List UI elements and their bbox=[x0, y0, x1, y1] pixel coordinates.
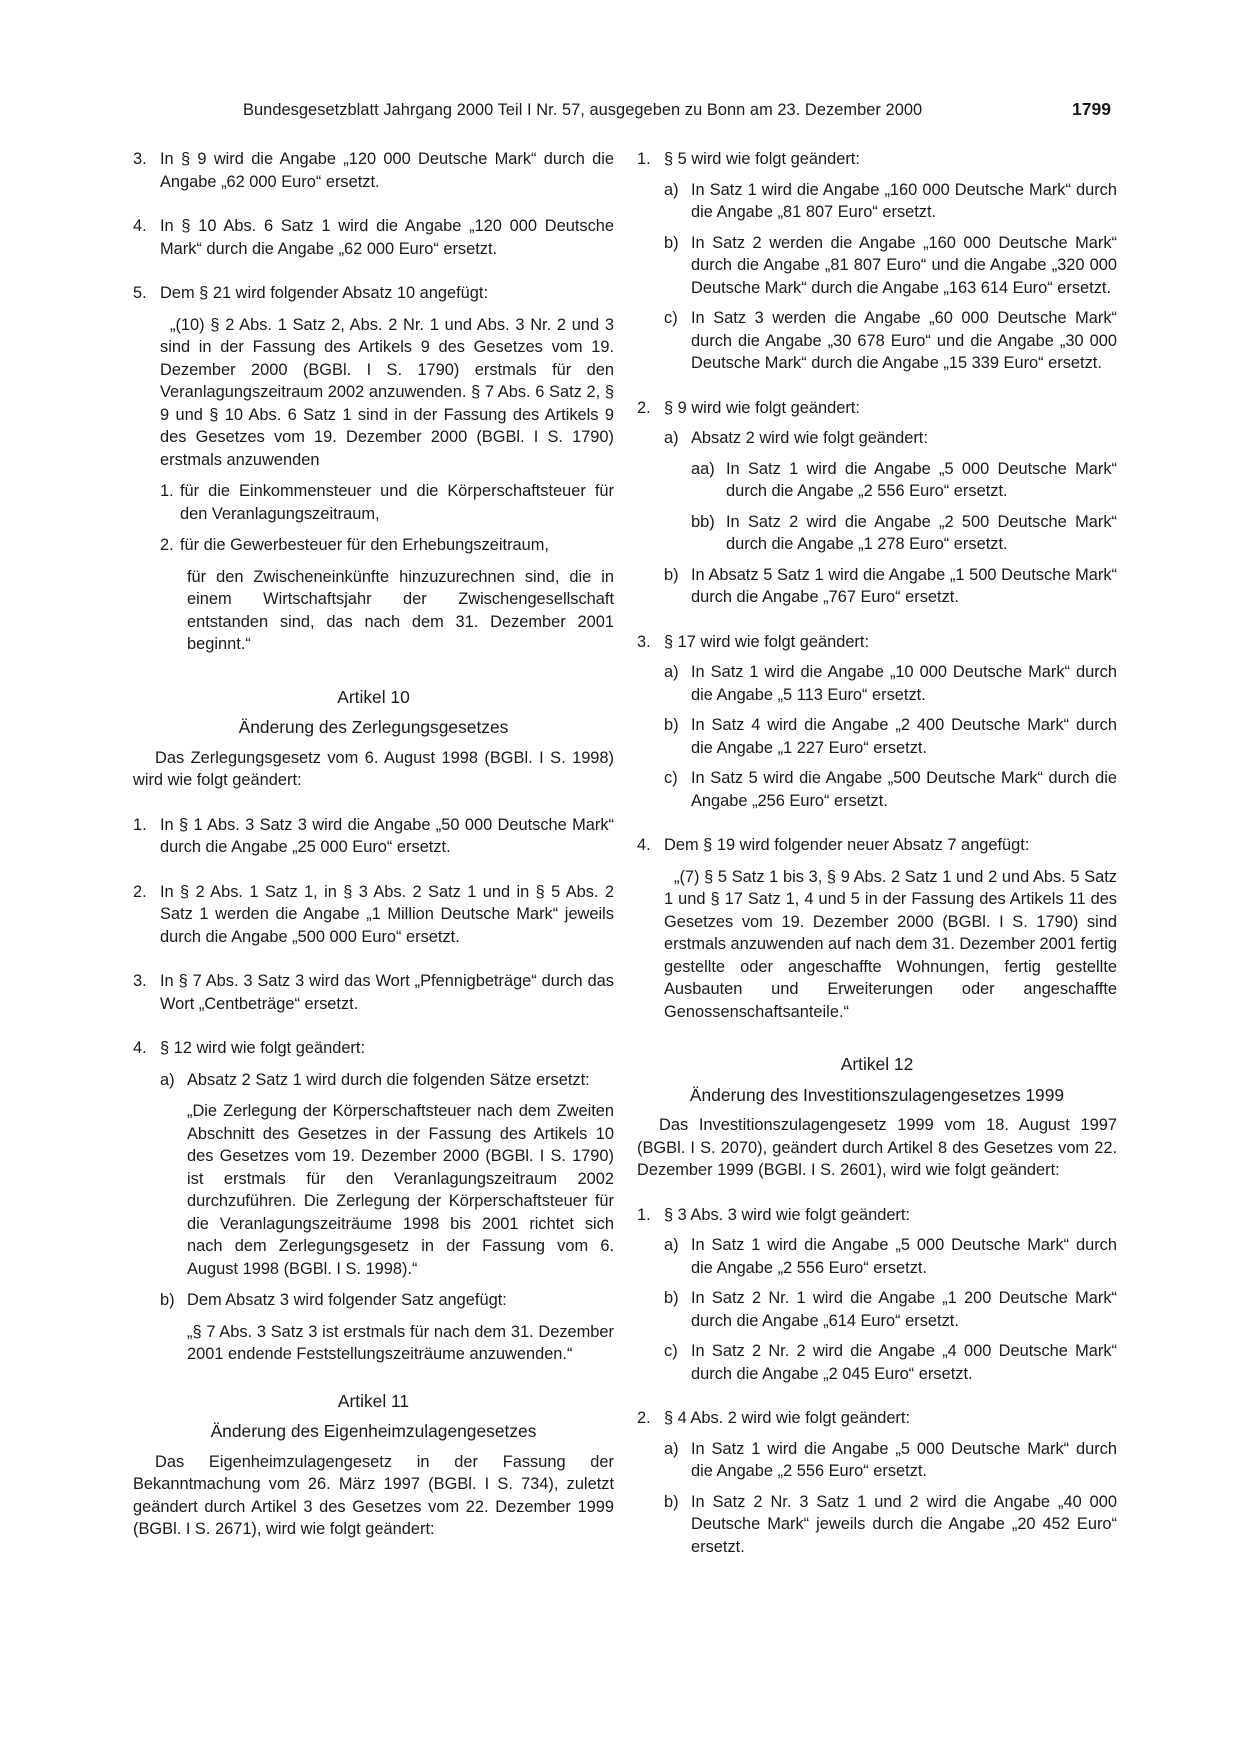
item-letter: b) bbox=[664, 1492, 679, 1511]
item-number: 3. bbox=[133, 150, 147, 168]
list-item bbox=[160, 534, 614, 557]
list-subitem bbox=[664, 661, 1117, 706]
item-text: § 5 wird wie folgt geändert: bbox=[664, 150, 860, 168]
item-letter: b) bbox=[664, 716, 679, 734]
item-number: 1. bbox=[637, 1205, 651, 1224]
right-column bbox=[637, 148, 1117, 1558]
quoted-paragraph: „§ 7 Abs. 3 Satz 3 ist erstmals für nach dem 31. Dezember 2001 endende Feststellungszeiträume anzuwenden.“ bbox=[187, 1322, 614, 1363]
quoted-paragraph: „Die Zerlegung der Körperschaftsteuer nach dem Zweiten Abschnitt des Gesetzes in der Fassung des Artikels 10 des Gesetzes vom 19. Dezember 2000 (BGBl. I S. 1790) ist erstmals für den Veranlagungszeitraum 2002 durchzuführen. Die Zerlegung der Körperschaftsteuer für die Veranlagungszeiträume 1998 bis 2001 richtet sich nach dem Zerlegungsgesetz in der Fassung vom 6. August 1998 (BGBl. I S. 1998).“ bbox=[187, 1102, 614, 1278]
item-number: 4. bbox=[133, 1039, 147, 1057]
item-letter: b) bbox=[664, 233, 679, 252]
list-item bbox=[637, 397, 1117, 420]
list-subitem bbox=[664, 1491, 1117, 1559]
list-subitem bbox=[664, 1234, 1117, 1279]
list-item bbox=[160, 480, 614, 525]
item-letter: b) bbox=[664, 565, 679, 584]
quoted-paragraph: „(7) § 5 Satz 1 bis 3, § 9 Abs. 2 Satz 1 und 2 und Abs. 5 Satz 1 und § 17 Satz 1, 4 und 5 in der Fassung des Artikels 11 des Gesetzes vom 19. Dezember 2000 (BGBl. I S. 1790) sind erstmals anzuwenden auf nach dem 31. Dezember 2001 fertig gestellte oder angeschaffte Wohnungen, fertig gestellte Ausbauten und Erweiterungen oder angeschaffte Genossenschaftsanteile.“ bbox=[664, 867, 1117, 1021]
list-subsubitem bbox=[691, 511, 1117, 556]
article-intro: Das Eigenheimzulagengesetz in der Fassung der Bekanntmachung vom 26. März 1997 (BGBl. I S. 734), zuletzt geändert durch Artikel 3 des Gesetzes vom 22. Dezember 1999 (BGBl. I S. 2671), wird wie folgt geändert: bbox=[133, 1452, 614, 1538]
item-text: In Satz 1 wird die Angabe „5 000 Deutsche Mark“ durch die Angabe „2 556 Euro“ ersetzt. bbox=[691, 1439, 1117, 1480]
item-number: 1. bbox=[637, 150, 651, 168]
quoted-paragraph: für den Zwischeneinkünfte hinzuzurechnen sind, die in einem Wirtschaftsjahr der Zwischengesellschaft entstanden sind, das nach dem 31. Dezember 2001 beginnt.“ bbox=[187, 567, 614, 653]
item-number: 4. bbox=[637, 836, 651, 854]
item-letter: a) bbox=[664, 180, 679, 199]
item-text: für die Gewerbesteuer für den Erhebungszeitraum, bbox=[180, 536, 549, 554]
item-number: 5. bbox=[133, 284, 147, 302]
item-number: 4. bbox=[133, 217, 147, 235]
item-number: 2. bbox=[160, 536, 174, 554]
list-subitem bbox=[664, 564, 1117, 609]
item-text: In Satz 1 wird die Angabe „10 000 Deutsche Mark“ durch die Angabe „5 113 Euro“ ersetzt. bbox=[691, 663, 1117, 704]
item-text: In Satz 1 wird die Angabe „5 000 Deutsche Mark“ durch die Angabe „2 556 Euro“ ersetzt. bbox=[726, 459, 1117, 500]
item-text: In Satz 4 wird die Angabe „2 400 Deutsche Mark“ durch die Angabe „1 227 Euro“ ersetzt. bbox=[691, 716, 1117, 757]
item-text: Dem § 19 wird folgender neuer Absatz 7 angefügt: bbox=[664, 836, 1030, 854]
item-text: § 4 Abs. 2 wird wie folgt geändert: bbox=[664, 1409, 911, 1427]
item-text: § 12 wird wie folgt geändert: bbox=[160, 1039, 366, 1057]
list-item bbox=[133, 814, 614, 859]
header-title: Bundesgesetzblatt Jahrgang 2000 Teil I Nr. 57, ausgegeben zu Bonn am 23. Dezember 2000 bbox=[243, 101, 923, 119]
left-column bbox=[133, 148, 614, 1541]
list-item bbox=[133, 1037, 614, 1060]
item-number: 2. bbox=[133, 882, 147, 901]
item-text: In Satz 2 Nr. 3 Satz 1 und 2 wird die Angabe „40 000 Deutsche Mark“ jeweils durch die Angabe „20 452 Euro“ ersetzt. bbox=[691, 1492, 1117, 1556]
list-subitem bbox=[664, 714, 1117, 759]
item-text: In § 2 Abs. 1 Satz 1, in § 3 Abs. 2 Satz 1 und in § 5 Abs. 2 Satz 1 werden die Angabe „1 Million Deutsche Mark“ jeweils durch die Angabe „500 000 Euro“ ersetzt. bbox=[160, 882, 614, 946]
item-text: In § 9 wird die Angabe „120 000 Deutsche Mark“ durch die Angabe „62 000 Euro“ ersetzt. bbox=[160, 150, 614, 191]
list-subitem bbox=[664, 767, 1117, 812]
item-text: In Satz 2 Nr. 1 wird die Angabe „1 200 Deutsche Mark“ durch die Angabe „614 Euro“ ersetzt. bbox=[691, 1289, 1117, 1330]
list-item bbox=[133, 881, 614, 949]
item-text: Absatz 2 wird wie folgt geändert: bbox=[691, 429, 928, 447]
list-subitem bbox=[664, 1340, 1117, 1385]
item-text: In Satz 2 Nr. 2 wird die Angabe „4 000 Deutsche Mark“ durch die Angabe „2 045 Euro“ ersetzt. bbox=[691, 1342, 1117, 1383]
item-letter: a) bbox=[664, 663, 679, 681]
article-subheading: Änderung des Investitionszulagengesetzes 1999 bbox=[689, 1084, 1065, 1105]
item-letter: bb) bbox=[691, 512, 715, 531]
article-heading: Artikel 10 bbox=[337, 686, 410, 707]
list-subsubitem bbox=[691, 458, 1117, 503]
page-number: 1799 bbox=[1072, 99, 1111, 119]
item-text: § 3 Abs. 3 wird wie folgt geändert: bbox=[664, 1205, 911, 1224]
item-text: Dem § 21 wird folgender Absatz 10 angefügt: bbox=[160, 284, 489, 302]
item-number: 2. bbox=[637, 1409, 651, 1427]
list-item bbox=[133, 215, 614, 260]
list-subitem bbox=[160, 1069, 614, 1092]
item-text: In Satz 2 werden die Angabe „160 000 Deutsche Mark“ durch die Angabe „81 807 Euro“ und die Angabe „320 000 Deutsche Mark“ durch die Angabe „163 614 Euro“ ersetzt. bbox=[691, 233, 1117, 297]
item-text: In Satz 1 wird die Angabe „160 000 Deutsche Mark“ durch die Angabe „81 807 Euro“ ersetzt. bbox=[691, 180, 1117, 221]
item-number: 2. bbox=[637, 398, 651, 417]
item-text: Dem Absatz 3 wird folgender Satz angefügt: bbox=[187, 1291, 507, 1309]
item-letter: a) bbox=[160, 1070, 175, 1089]
list-subitem bbox=[664, 307, 1117, 375]
list-item bbox=[637, 834, 1117, 857]
list-subitem bbox=[664, 1287, 1117, 1332]
running-header bbox=[0, 99, 1240, 125]
item-text: In Satz 2 wird die Angabe „2 500 Deutsche Mark“ durch die Angabe „1 278 Euro“ ersetzt. bbox=[726, 512, 1117, 553]
article-subheading: Änderung des Eigenheimzulagengesetzes bbox=[210, 1421, 537, 1441]
item-text: Absatz 2 Satz 1 wird durch die folgenden Sätze ersetzt: bbox=[187, 1070, 590, 1089]
item-letter: a) bbox=[664, 1439, 679, 1458]
item-letter: c) bbox=[664, 1342, 678, 1360]
list-subitem bbox=[664, 427, 1117, 450]
list-item bbox=[637, 1407, 1117, 1430]
item-number: 1. bbox=[160, 482, 174, 500]
item-text: In Satz 3 werden die Angabe „60 000 Deutsche Mark“ durch die Angabe „30 678 Euro“ und die Angabe „30 000 Deutsche Mark“ durch die Angabe „15 339 Euro“ ersetzt. bbox=[691, 309, 1117, 372]
item-number: 3. bbox=[637, 632, 651, 651]
item-letter: aa) bbox=[691, 459, 715, 478]
item-number: 3. bbox=[133, 972, 147, 990]
item-letter: a) bbox=[664, 429, 679, 447]
item-text: § 9 wird wie folgt geändert: bbox=[664, 398, 860, 417]
item-letter: c) bbox=[664, 769, 678, 787]
list-subitem bbox=[664, 1438, 1117, 1483]
item-text: In Absatz 5 Satz 1 wird die Angabe „1 500 Deutsche Mark“ durch die Angabe „767 Euro“ ersetzt. bbox=[691, 565, 1117, 606]
item-text: In Satz 5 wird die Angabe „500 Deutsche Mark“ durch die Angabe „256 Euro“ ersetzt. bbox=[691, 769, 1117, 810]
item-text: In § 10 Abs. 6 Satz 1 wird die Angabe „120 000 Deutsche Mark“ durch die Angabe „62 000 Euro“ ersetzt. bbox=[160, 217, 614, 258]
item-letter: b) bbox=[664, 1289, 679, 1307]
item-letter: b) bbox=[160, 1291, 175, 1309]
list-item bbox=[637, 148, 1117, 171]
item-letter: a) bbox=[664, 1236, 679, 1254]
item-text: für die Einkommensteuer und die Körperschaftsteuer für den Veranlagungszeitraum, bbox=[180, 482, 614, 523]
article-intro: Das Zerlegungsgesetz vom 6. August 1998 (BGBl. I S. 1998) wird wie folgt geändert: bbox=[133, 748, 614, 789]
list-subitem bbox=[664, 179, 1117, 224]
list-item bbox=[637, 1204, 1117, 1227]
article-heading: Artikel 11 bbox=[337, 1390, 410, 1411]
list-item bbox=[133, 148, 614, 193]
item-text: In § 1 Abs. 3 Satz 3 wird die Angabe „50 000 Deutsche Mark“ durch die Angabe „25 000 Euro“ ersetzt. bbox=[160, 815, 614, 856]
quoted-paragraph: „(10) § 2 Abs. 1 Satz 2, Abs. 2 Nr. 1 und Abs. 3 Nr. 2 und 3 sind in der Fassung des Artikels 9 des Gesetzes vom 19. Dezember 2000 (BGBl. I S. 1790) erstmals für den Veranlagungszeitraum 2002 anzuwenden. § 7 Abs. 6 Satz 2, § 9 und § 10 Abs. 6 Satz 1 sind in der Fassung des Artikels 9 des Gesetzes vom 19. Dezember 2000 (BGBl. I S. 1790) erstmals anzuwenden bbox=[160, 315, 614, 469]
list-item bbox=[133, 282, 614, 305]
item-text: § 17 wird wie folgt geändert: bbox=[664, 632, 870, 651]
item-letter: c) bbox=[664, 309, 678, 327]
list-subitem bbox=[664, 232, 1117, 300]
list-item bbox=[133, 970, 614, 1015]
item-text: In Satz 1 wird die Angabe „5 000 Deutsche Mark“ durch die Angabe „2 556 Euro“ ersetzt. bbox=[691, 1236, 1117, 1277]
list-subitem bbox=[160, 1289, 614, 1312]
item-number: 1. bbox=[133, 815, 147, 834]
article-intro: Das Investitionszulagengesetz 1999 vom 18. August 1997 (BGBl. I S. 2070), geändert durch Artikel 8 des Gesetzes vom 22. Dezember 1999 (BGBl. I S. 2601), wird wie folgt geändert: bbox=[637, 1116, 1117, 1179]
list-item bbox=[637, 631, 1117, 654]
item-text: In § 7 Abs. 3 Satz 3 wird das Wort „Pfennigbeträge“ durch das Wort „Centbeträge“ ersetzt. bbox=[160, 972, 614, 1013]
article-subheading: Änderung des Zerlegungsgesetzes bbox=[238, 717, 509, 737]
article-heading: Artikel 12 bbox=[840, 1054, 914, 1074]
